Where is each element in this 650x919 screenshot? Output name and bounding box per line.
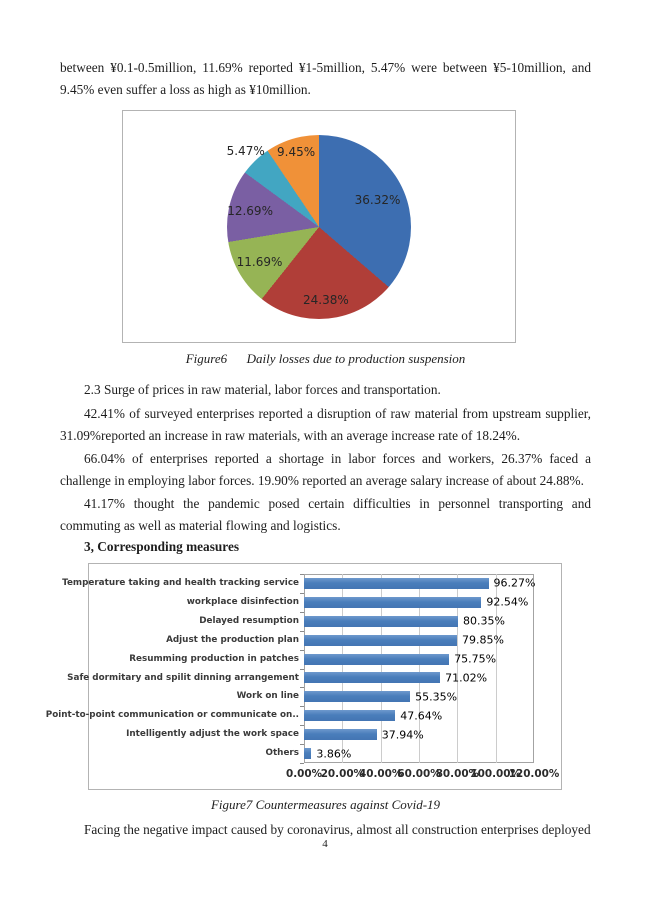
- bar-category-label: workplace disinfection: [186, 596, 299, 607]
- bar-value-label: 55.35%: [415, 690, 458, 704]
- bar: [304, 691, 410, 702]
- bar-category-label: Others: [265, 748, 299, 759]
- bar-category-label: Safe dormitary and spilit dinning arrangement: [67, 672, 299, 683]
- category-tickmark: [300, 725, 304, 726]
- pie-slice-label: 12.69%: [227, 203, 273, 218]
- bar-value-label: 75.75%: [454, 652, 497, 666]
- bar: [304, 710, 395, 721]
- bar: [304, 616, 458, 627]
- category-tickmark: [300, 763, 304, 764]
- category-tickmark: [300, 631, 304, 632]
- figure7-bar-chart: [45, 563, 562, 790]
- bar: [304, 672, 440, 683]
- category-tickmark: [300, 744, 304, 745]
- bar-category-label: Work on line: [236, 691, 299, 702]
- bar-value-label: 3.86%: [316, 747, 352, 761]
- bar: [304, 729, 377, 740]
- figure6-caption-title: Daily losses due to production suspension: [246, 351, 466, 366]
- paragraph-bottom: Facing the negative impact caused by coronavirus, almost all construction enterprises deployed: [84, 822, 591, 837]
- x-axis-tick-label: 20.00%: [320, 768, 364, 780]
- paragraph-raw-material: 42.41% of surveyed enterprises reported a disruption of raw material from upstream supplier, 31.09%reported an increase in raw materials, with an average increase rate of 18.24%.: [60, 406, 591, 443]
- bar-value-label: 79.85%: [462, 633, 504, 647]
- x-axis-tick-label: 40.00%: [359, 768, 403, 780]
- x-axis-tick-label: 60.00%: [397, 768, 441, 780]
- bar-category-label: Resumming production in patches: [129, 653, 299, 664]
- paragraph-losses: between ¥0.1-0.5million, 11.69% reported ¥1-5million, 5.47% were between ¥5-10million, and 9.45% even suffer a loss as high as ¥10million.: [60, 60, 591, 97]
- figure7-caption: Figure7 Countermeasures against Covid-19: [210, 797, 441, 812]
- category-tickmark: [300, 650, 304, 651]
- bar-category-label: Delayed resumption: [199, 615, 299, 626]
- section-heading-3: 3, Corresponding measures: [84, 539, 240, 554]
- category-tickmark: [300, 593, 304, 594]
- bar-value-label: 47.64%: [400, 709, 443, 723]
- pie-slice-label: 24.38%: [302, 293, 349, 308]
- bar: [304, 635, 457, 646]
- paragraph-labor: 66.04% of enterprises reported a shortage in labor forces and workers, 26.37% faced a challenge in employing labor forces. 19.90% reported an average salary increase of about 24.88%.: [60, 451, 591, 488]
- bar-value-label: 96.27%: [493, 576, 536, 590]
- category-tickmark: [300, 669, 304, 670]
- figure6-caption: [60, 351, 591, 367]
- pie-slice-label: 9.45%: [277, 145, 316, 160]
- x-axis-tick-label: 120.00%: [508, 768, 560, 780]
- pie-slice-label: 11.69%: [236, 254, 283, 269]
- bar-value-label: 92.54%: [486, 595, 529, 609]
- pie-slice-label: 36.32%: [354, 193, 401, 208]
- bar-category-label: Point-to-point communication or communicate on..: [45, 710, 299, 721]
- bar-value-label: 37.94%: [381, 728, 424, 742]
- x-axis-tick-label: 0.00%: [285, 768, 323, 780]
- x-axis-tick-label: 80.00%: [435, 768, 479, 780]
- x-axis-tick-label: 100.00%: [470, 768, 521, 780]
- figure6-caption-label: Figure6: [185, 351, 228, 366]
- bar-category-label: Intelligently adjust the work space: [126, 729, 299, 740]
- category-tickmark: [300, 706, 304, 707]
- bar: [304, 597, 481, 608]
- pie-graphic: [227, 135, 411, 319]
- category-tickmark: [300, 612, 304, 613]
- category-tickmark: [300, 574, 304, 575]
- bar: [304, 748, 311, 759]
- section-heading-2-3: 2.3 Surge of prices in raw material, labor forces and transportation.: [84, 382, 441, 397]
- bar-value-label: 80.35%: [463, 614, 505, 628]
- bar-category-label: Adjust the production plan: [166, 634, 299, 645]
- bar: [304, 654, 449, 665]
- bar-value-label: 71.02%: [445, 671, 488, 685]
- bar: [304, 578, 489, 589]
- figure6-pie-chart: [122, 110, 516, 343]
- paragraph-transport: 41.17% thought the pandemic posed certain difficulties in personnel transporting and commuting as well as material flowing and logistics.: [60, 496, 591, 533]
- page-number: 4: [322, 838, 328, 850]
- category-tickmark: [300, 687, 304, 688]
- bar-category-label: Temperature taking and health tracking service: [62, 578, 299, 588]
- pie-slice-label: 5.47%: [226, 143, 265, 158]
